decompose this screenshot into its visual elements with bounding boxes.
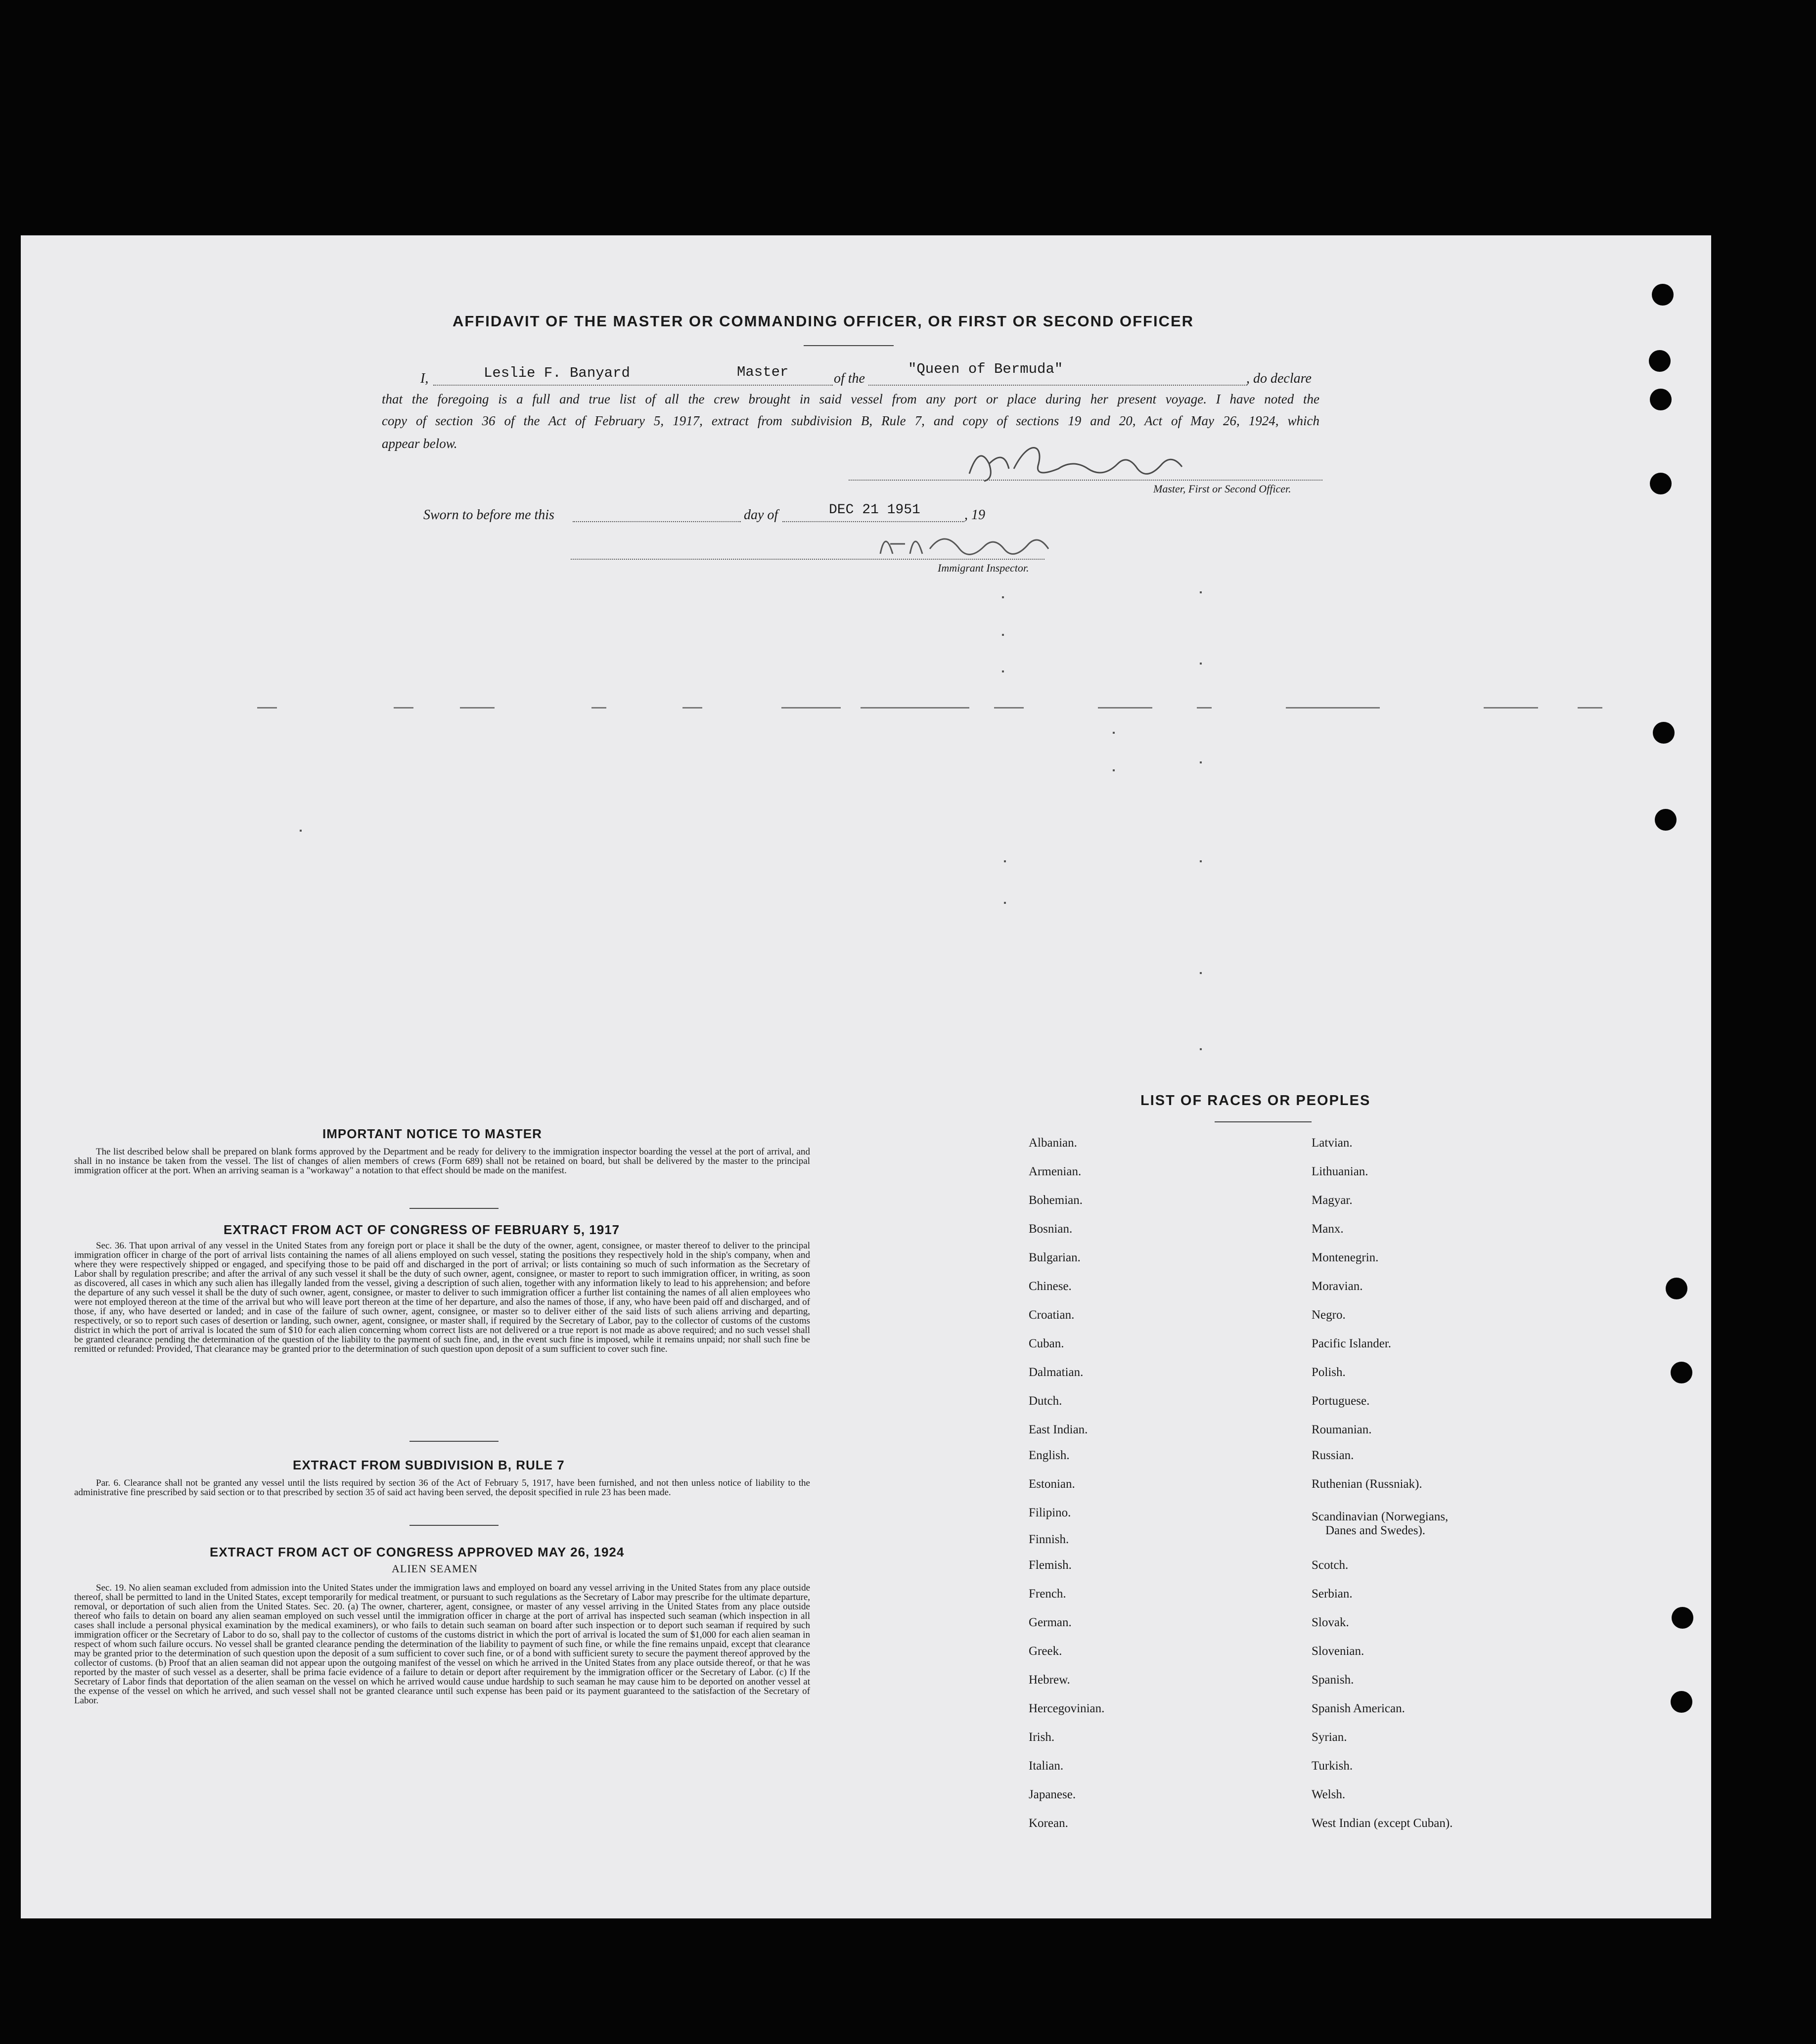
vessel-line	[868, 385, 1247, 386]
punch-hole	[1655, 809, 1677, 831]
stray-mark	[1200, 972, 1202, 974]
race-item: Negro.	[1312, 1308, 1346, 1322]
punch-hole	[1666, 1278, 1687, 1299]
stray-mark	[994, 707, 1024, 709]
race-item: Spanish.	[1312, 1673, 1354, 1687]
sworn-label: Sworn to before me this	[423, 507, 554, 523]
race-item: Scandinavian (Norwegians,	[1312, 1510, 1449, 1523]
stray-mark	[1200, 761, 1202, 763]
stray-mark	[1286, 707, 1380, 709]
of-the-label: of the	[834, 371, 865, 386]
name-line	[433, 385, 833, 386]
stray-mark	[257, 707, 277, 709]
stray-mark	[1200, 1048, 1202, 1050]
extract-1917-text: Sec. 36. That upon arrival of any vessel in the United States from any foreign port or place it shall be the duty of the owner, agent, consignee, or master thereof to deliver to the principal immigration officer in charge of the port of arrival lists containing the names of all aliens employed on such vessel, stating the positions they respectively hold in the ship's company, when and where they were respectively shipped or engaged, and specifying those to be paid off and discharged in the port of arrival; or lists containing so much of such information as the Secretary of Labor shall by regulation prescribe; and after the arrival of any such vessel it shall be the duty of such owner, agent, consignee, or master to report to such immigration officer, in writing, as soon as discovered, all cases in which any such alien has illegally landed from the vessel, giving a description of such alien, together with any information likely to lead to his apprehension; and before the departure of any such vessel it shall be the duty of such owner, agent, consignee, or master to deliver to such immigration officer a further list containing the names of all alien employees who were not employed thereon at the time of the arrival but who will leave port thereon at the time of her departure, and also the names of those, if any, who have been paid off and discharged, and of those, if any, who have deserted or landed; and in case of the failure of such owner, agent, consignee, or master so to deliver either of the said lists of such aliens arriving and departing, respectively, or so to report such cases of desertion or landing, such owner, agent, consignee, or master shall, if required by the Secretary of Labor, pay to the collector of customs of the customs district in which the port of arrival is located the sum of $10 for each alien concerning whom correct lists are not delivered or a true report is not made as above required; and no such vessel shall be granted clearance pending the determination of the question of the liability to the payment of such fine, and, in the event such fine is imposed, while it remains unpaid; nor shall such fine be remitted or refunded: Provided, That clearance may be granted prior to the determination of such question upon deposit of a sum sufficient to cover such fine.	[74, 1241, 810, 1354]
stray-mark	[394, 707, 413, 709]
race-item: Portuguese.	[1312, 1394, 1370, 1408]
divider	[409, 1208, 499, 1209]
race-item: German.	[1029, 1616, 1072, 1629]
race-item: Bohemian.	[1029, 1194, 1083, 1207]
races-title: LIST OF RACES OR PEOPLES	[1140, 1093, 1371, 1109]
day-line	[573, 521, 741, 522]
day-of-label: day of	[744, 507, 778, 523]
stray-mark	[1484, 707, 1538, 709]
race-item: Croatian.	[1029, 1308, 1075, 1322]
race-item: West Indian (except Cuban).	[1312, 1817, 1453, 1830]
race-item: Moravian.	[1312, 1280, 1363, 1293]
punch-hole	[1671, 1691, 1692, 1713]
divider	[804, 345, 894, 346]
race-item: Bosnian.	[1029, 1222, 1073, 1236]
extract-1924-text: Sec. 19. No alien seaman excluded from admission into the United States under the immigration laws and employed on board any vessel arriving in the United States from any place outside thereof, shall be permitted to land in the United States, except temporarily for medical treatment, or pursuant to such regulations as the Secretary of Labor may prescribe for the ultimate departure, removal, or deportation of such alien from the United States. Sec. 20. (a) The owner, charterer, agent, consignee, or master of any vessel arriving in the United States from any place outside thereof who fails to detain on board any alien seaman employed on such vessel until the immigration officer in charge at the port of arrival has inspected such seaman (which inspection in all cases shall include a personal physical examination by the medical examiners), or who fails to detain such seaman on board after such inspection or to deport such seaman if required by such immigration officer or the Secretary of Labor to do so, shall pay to the collector of customs of the customs district in which the port of arrival is located the sum of $1,000 for each alien seaman in respect of whom such failure occurs. No vessel shall be granted clearance pending the determination of the liability to payment of such fine, or while the fine remains unpaid, except that clearance may be granted prior to the determination of such question upon the deposit of a sum sufficient to cover such fine, or of a bond with sufficient surety to secure the payment thereof approved by the collector of customs. (b) Proof that an alien seaman did not appear upon the outgoing manifest of the vessel on which he arrived in the United States from any place outside thereof, or that he was reported by the master of such vessel as a deserter, shall be prima facie evidence of a failure to detain or deport after requirement by the immigration officer or the Secretary of Labor. (c) If the Secretary of Labor finds that deportation of the alien seaman on the vessel on which he arrived would cause undue hardship to such seaman he may cause him to be deported on another vessel at the expense of the vessel on which he arrived, and such vessel shall not be granted clearance until such expense has been paid or its payment guaranteed to the satisfaction of the Secretary of Labor.	[74, 1583, 810, 1706]
punch-hole	[1672, 1607, 1693, 1629]
sworn-date: DEC 21 1951	[829, 502, 920, 518]
extract-1924-subtitle: ALIEN SEAMEN	[392, 1562, 478, 1575]
stray-mark	[1002, 596, 1004, 598]
race-item: Dutch.	[1029, 1394, 1062, 1408]
year-suffix: , 19	[964, 507, 985, 523]
race-item: Korean.	[1029, 1817, 1068, 1830]
race-item: Serbian.	[1312, 1587, 1353, 1600]
inspector-signature	[870, 519, 1068, 564]
punch-hole	[1650, 473, 1672, 494]
race-item: Albanian.	[1029, 1136, 1077, 1150]
divider	[409, 1525, 499, 1526]
race-item: Dalmatian.	[1029, 1366, 1084, 1379]
race-item: Slovak.	[1312, 1616, 1349, 1629]
punch-hole	[1649, 350, 1671, 372]
race-item: Russian.	[1312, 1449, 1354, 1462]
stray-mark	[1002, 634, 1004, 636]
race-item: Polish.	[1312, 1366, 1346, 1379]
race-item: English.	[1029, 1449, 1070, 1462]
stray-mark	[591, 707, 606, 709]
rank: Master	[737, 364, 789, 380]
stray-mark	[1113, 732, 1115, 734]
vessel-name: "Queen of Bermuda"	[908, 361, 1063, 377]
race-item: Italian.	[1029, 1759, 1064, 1773]
affidavit-line-3: appear below.	[382, 436, 457, 451]
stray-mark	[1002, 670, 1004, 672]
stray-mark	[1098, 707, 1152, 709]
divider	[409, 1441, 499, 1442]
stray-mark	[460, 707, 495, 709]
race-item: Estonian.	[1029, 1477, 1075, 1491]
punch-hole	[1652, 284, 1674, 306]
notice-title: IMPORTANT NOTICE TO MASTER	[322, 1126, 542, 1141]
race-item: Pacific Islander.	[1312, 1337, 1392, 1350]
race-item: Montenegrin.	[1312, 1251, 1379, 1264]
stray-mark	[861, 707, 969, 709]
race-item: Syrian.	[1312, 1731, 1347, 1744]
race-item: Turkish.	[1312, 1759, 1353, 1773]
stray-mark	[1197, 707, 1212, 709]
stray-mark	[1200, 860, 1202, 862]
race-item: Lithuanian.	[1312, 1165, 1368, 1178]
race-item: Greek.	[1029, 1644, 1062, 1658]
divider	[1215, 1121, 1312, 1122]
race-item: Bulgarian.	[1029, 1251, 1081, 1264]
race-item: Finnish.	[1029, 1533, 1069, 1546]
notice-text: The list described below shall be prepared on blank forms approved by the Department and be ready for delivery to the immigration inspector boarding the vessel at the port of arrival, and shall in no instance be taken from the vessel. The list of changes of alien members of crews (Form 689) shall not be retained on board, but shall be delivered by the master to the principal immigration officer at the port. When an arriving seaman is a "workaway" a notation to that effect should be made on the manifest.	[74, 1147, 810, 1176]
race-item: Chinese.	[1029, 1280, 1072, 1293]
race-item: East Indian.	[1029, 1423, 1088, 1436]
extract-rule7-title: EXTRACT FROM SUBDIVISION B, RULE 7	[293, 1458, 565, 1472]
extract-1917-title: EXTRACT FROM ACT OF CONGRESS OF FEBRUARY 5, 1917	[224, 1222, 620, 1237]
punch-hole	[1653, 722, 1675, 744]
affidavit-title: AFFIDAVIT OF THE MASTER OR COMMANDING OFFICER, OR FIRST OR SECOND OFFICER	[453, 312, 1194, 330]
stray-mark	[1200, 591, 1202, 593]
inspector-caption: Immigrant Inspector.	[938, 562, 1029, 574]
race-item: Flemish.	[1029, 1558, 1072, 1572]
race-item: Danes and Swedes).	[1325, 1524, 1426, 1537]
race-item: Spanish American.	[1312, 1702, 1405, 1715]
stray-mark	[1113, 769, 1115, 771]
stray-mark	[1200, 663, 1202, 665]
race-item: Cuban.	[1029, 1337, 1064, 1350]
race-item: Armenian.	[1029, 1165, 1082, 1178]
race-item: French.	[1029, 1587, 1066, 1600]
race-item: Latvian.	[1312, 1136, 1353, 1150]
extract-rule7-text: Par. 6. Clearance shall not be granted any vessel until the lists required by section 36 of the Act of February 5, 1917, have been furnished, and not then unless notice of liability to the administrative fine prescribed by said section or to that prescribed by section 35 of said act having been served, the deposit specified in rule 23 has been made.	[74, 1478, 810, 1498]
race-item: Japanese.	[1029, 1788, 1076, 1801]
stray-mark	[682, 707, 702, 709]
race-item: Scotch.	[1312, 1558, 1349, 1572]
affidavit-line-1: that the foregoing is a full and true list of all the crew brought in said vessel from any port or place during her present voyage. I have noted the	[382, 392, 1319, 406]
race-item: Slovenian.	[1312, 1644, 1364, 1658]
race-item: Filipino.	[1029, 1506, 1071, 1519]
extract-1924-title: EXTRACT FROM ACT OF CONGRESS APPROVED MAY 26, 1924	[210, 1545, 625, 1559]
race-item: Welsh.	[1312, 1788, 1346, 1801]
master-signature	[959, 434, 1217, 489]
race-item: Hebrew.	[1029, 1673, 1070, 1687]
affidavit-line-2: copy of section 36 of the Act of February 5, 1917, extract from subdivision B, Rule 7, and copy of sections 19 and 20, Act of May 26, 1924, which	[382, 413, 1319, 428]
race-item: Roumanian.	[1312, 1423, 1372, 1436]
do-declare: , do declare	[1246, 371, 1312, 386]
race-item: Irish.	[1029, 1731, 1055, 1744]
stray-mark	[300, 830, 302, 832]
race-item: Ruthenian (Russniak).	[1312, 1477, 1422, 1491]
punch-hole	[1671, 1362, 1692, 1383]
race-item: Hercegovinian.	[1029, 1702, 1105, 1715]
punch-hole	[1650, 389, 1672, 410]
stray-mark	[1578, 707, 1602, 709]
pronoun: I,	[420, 371, 429, 386]
race-item: Manx.	[1312, 1222, 1344, 1236]
stray-mark	[781, 707, 841, 709]
signature-caption: Master, First or Second Officer.	[1153, 483, 1291, 495]
master-name: Leslie F. Banyard	[484, 365, 630, 381]
stray-mark	[1004, 860, 1006, 862]
stray-mark	[1004, 902, 1006, 904]
race-item: Magyar.	[1312, 1194, 1353, 1207]
